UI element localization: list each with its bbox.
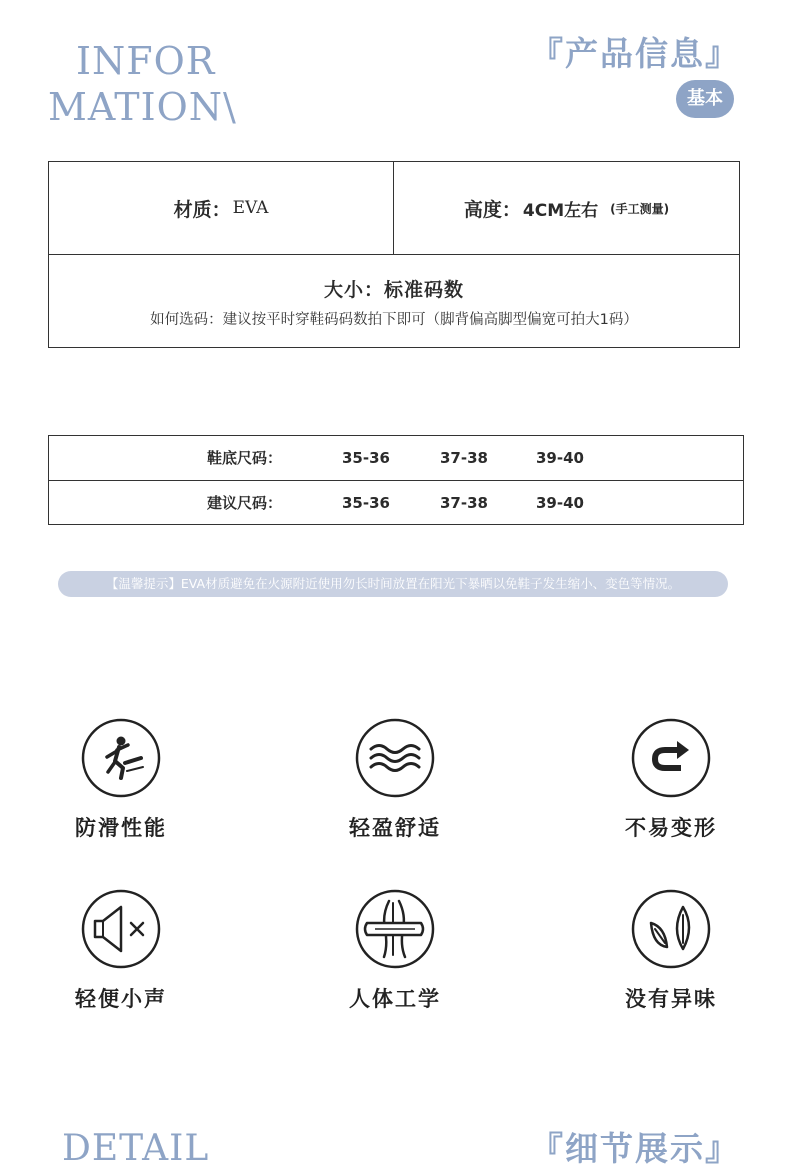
ergonomic-icon [355, 889, 435, 969]
information-heading-line2: MATION\ [48, 85, 237, 129]
anti-slip-icon [81, 718, 161, 798]
sole-size-value: 37-38 [440, 449, 488, 467]
leaf-icon [631, 889, 711, 969]
feature-label: 防滑性能 [75, 816, 167, 840]
feature-no-odor [591, 889, 751, 1013]
suggested-size-value: 37-38 [440, 494, 488, 512]
detail-heading: DETAIL [62, 1128, 210, 1169]
feature-ergonomic [315, 889, 475, 1013]
feature-quiet [41, 889, 201, 1013]
detail-title: 『细节展示』 [530, 1129, 740, 1168]
mute-speaker-icon [81, 889, 161, 969]
spec-table [48, 161, 740, 348]
feature-label: 人体工学 [349, 987, 441, 1011]
size-table [48, 435, 744, 525]
return-arrow-icon [631, 718, 711, 798]
height-value: 4CM左右 [522, 200, 599, 221]
suggested-size-value: 39-40 [536, 494, 584, 512]
table-row [49, 481, 743, 526]
suggested-size-value: 35-36 [342, 494, 390, 512]
sole-size-value: 39-40 [536, 449, 584, 467]
information-heading [48, 38, 288, 130]
feature-anti-slip [41, 718, 201, 842]
height-note: (手工测量) [610, 201, 670, 216]
suggested-size-label: 建议尺码： [207, 494, 283, 512]
size-hint: 如何选码：建议按平时穿鞋码码数拍下即可（脚背偏高脚型偏宽可拍大1码） [150, 312, 638, 328]
height-label: 高度： [463, 198, 521, 221]
feature-lightweight [315, 718, 475, 842]
feature-label: 轻盈舒适 [349, 816, 441, 840]
table-row [49, 436, 743, 481]
basic-badge: 基本 [676, 80, 734, 118]
material-value: EVA [232, 198, 269, 218]
material-label: 材质： [173, 198, 231, 221]
feature-label: 没有异味 [625, 987, 717, 1011]
information-heading-line1: INFOR [76, 39, 216, 83]
spec-row-top [49, 162, 739, 255]
height-cell [394, 162, 739, 254]
feature-label: 轻便小声 [75, 987, 167, 1011]
feature-no-deform [591, 718, 751, 842]
warm-tip-banner: 【温馨提示】EVA材质避免在火源附近使用勿长时间放置在阳光下暴晒以免鞋子发生缩小、变色等情况。 [58, 571, 728, 597]
sole-size-value: 35-36 [342, 449, 390, 467]
size-heading: 大小：标准码数 [323, 279, 464, 301]
material-cell [49, 162, 394, 254]
size-cell [49, 255, 739, 347]
sole-size-label: 鞋底尺码： [207, 449, 283, 467]
feature-label: 不易变形 [625, 816, 717, 840]
product-info-title: 『产品信息』 [530, 34, 740, 73]
light-wave-icon [355, 718, 435, 798]
